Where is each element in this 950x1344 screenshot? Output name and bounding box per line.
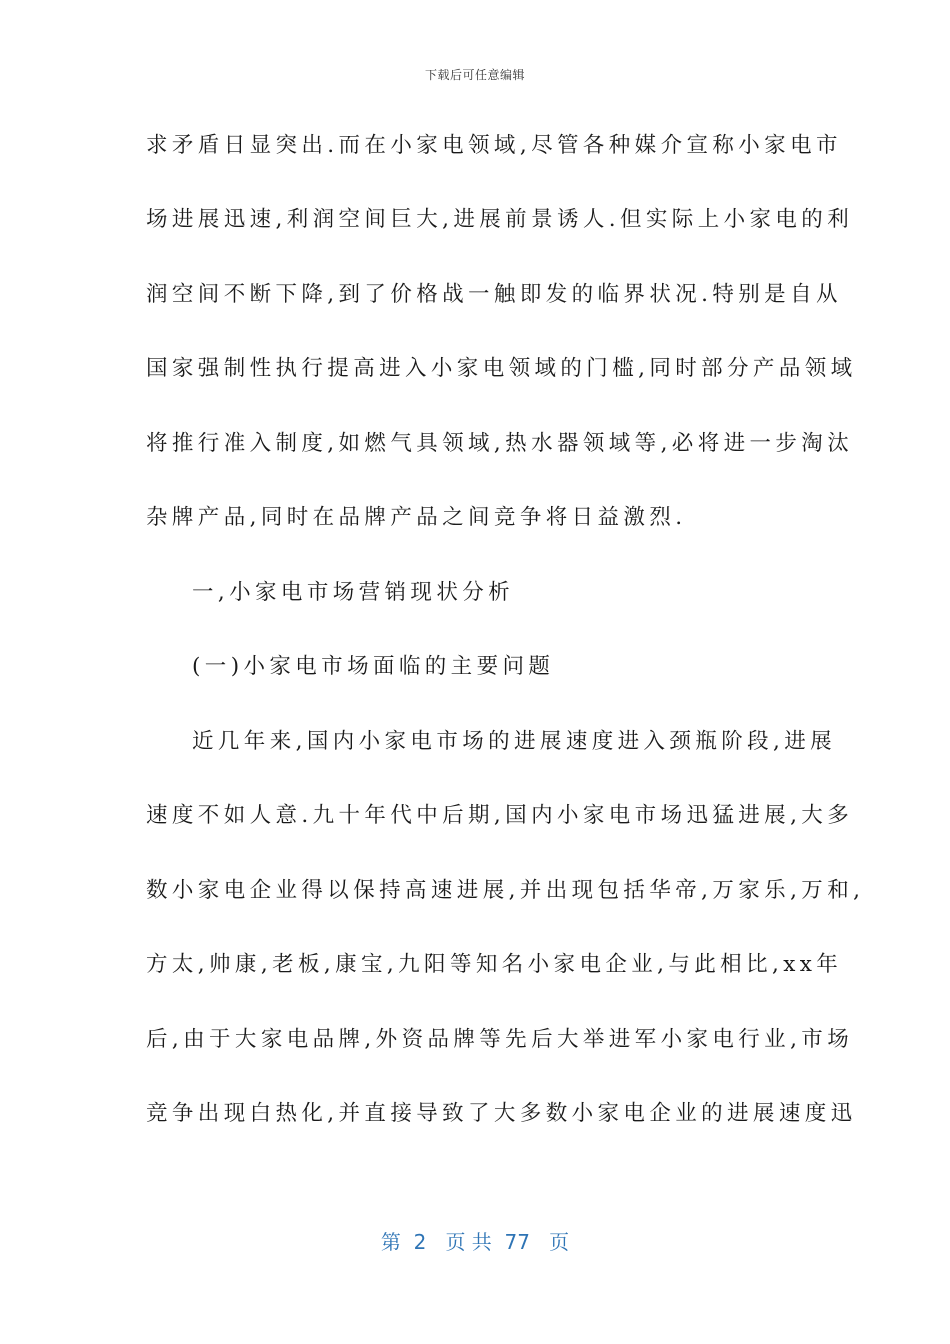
text-line: 润空间不断下降,到了价格战一触即发的临界状况.特别是自从 — [146, 282, 842, 307]
subsection-heading: (一)小家电市场面临的主要问题 — [192, 654, 555, 679]
text-line: 将推行准入制度,如燃气具领域,热水器领域等,必将进一步淘汰 — [146, 431, 854, 456]
footer-current-page: 2 — [413, 1230, 427, 1254]
text-line: 国家强制性执行提高进入小家电领域的门槛,同时部分产品领域 — [146, 356, 857, 381]
text-line: 数小家电企业得以保持高速进展,并出现包括华帝,万家乐,万和, — [146, 878, 865, 903]
text-line: 速度不如人意.九十年代中后期,国内小家电市场迅猛进展,大多 — [146, 803, 854, 828]
header-note: 下载后可任意编辑 — [424, 68, 525, 82]
page-footer — [0, 1226, 950, 1255]
footer-page-label: 第 — [380, 1230, 401, 1254]
text-line: 竞争出现白热化,并直接导致了大多数小家电企业的进展速度迅 — [146, 1101, 857, 1126]
text-line: 杂牌产品,同时在品牌产品之间竞争将日益激烈. — [146, 505, 687, 530]
footer-end-label: 页 — [549, 1230, 570, 1254]
section-heading: 一,小家电市场营销现状分析 — [192, 580, 515, 605]
text-line: 近几年来,国内小家电市场的进展速度进入颈瓶阶段,进展 — [192, 729, 837, 754]
text-line: 后,由于大家电品牌,外资品牌等先后大举进军小家电行业,市场 — [146, 1027, 854, 1052]
text-line: 方太,帅康,老板,康宝,九阳等知名小家电企业,与此相比,xx年 — [146, 952, 843, 977]
footer-total-label: 页 共 — [445, 1230, 492, 1254]
text-line: 求矛盾日显突出.而在小家电领域,尽管各种媒介宣称小家电市 — [146, 133, 842, 158]
text-line: 场进展迅速,利润空间巨大,进展前景诱人.但实际上小家电的利 — [146, 207, 854, 232]
footer-total-pages: 77 — [504, 1230, 530, 1254]
